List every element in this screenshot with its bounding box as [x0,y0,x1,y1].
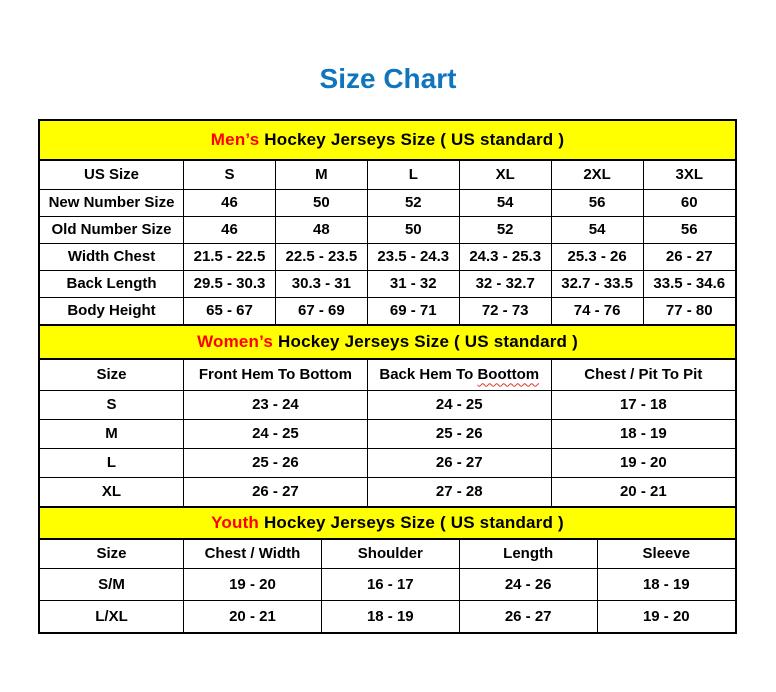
size-value: 18 - 19 [321,600,459,632]
size-value: 46 [184,216,276,243]
column-header [367,360,551,390]
size-value: 54 [459,189,551,216]
size-value: 23 - 24 [184,390,368,419]
table-row [40,243,735,270]
size-value: 32.7 - 33.5 [551,270,643,297]
column-header: S [184,161,276,189]
size-value: 46 [184,189,276,216]
row-label: XL [40,477,184,506]
table-row [40,189,735,216]
size-value: 67 - 69 [275,297,367,324]
column-header: L [367,161,459,189]
size-value: 18 - 19 [597,568,735,600]
size-value: 17 - 18 [551,390,735,419]
womens-heading-red-word: Women’s [197,332,274,351]
size-value: 52 [459,216,551,243]
size-value: 25 - 26 [367,419,551,448]
womens-heading-rest: Hockey Jerseys Size ( US standard ) [273,332,578,351]
row-label: Body Height [40,297,184,324]
mens-header-row [40,161,735,189]
row-label: M [40,419,184,448]
size-value: 24.3 - 25.3 [459,243,551,270]
column-header: 2XL [551,161,643,189]
womens-header-row [40,360,735,390]
size-value: 56 [551,189,643,216]
table-row [40,270,735,297]
mens-heading-rest: Hockey Jerseys Size ( US standard ) [259,130,565,149]
mens-size-table [40,161,735,324]
size-value: 33.5 - 34.6 [643,270,735,297]
column-header: US Size [40,161,184,189]
table-row [40,568,735,600]
mens-heading-red-word: Men’s [210,130,260,149]
womens-section-heading [40,324,735,360]
column-header: 3XL [643,161,735,189]
table-row [40,448,735,477]
size-value: 19 - 20 [597,600,735,632]
misspelled-word: Boottom [477,366,540,384]
size-value: 65 - 67 [184,297,276,324]
column-header: Size [40,540,184,568]
column-header: XL [459,161,551,189]
size-value: 72 - 73 [459,297,551,324]
size-value: 32 - 32.7 [459,270,551,297]
size-value: 27 - 28 [367,477,551,506]
table-row [40,390,735,419]
page-title: Size Chart [319,63,457,94]
row-label: L/XL [40,600,184,632]
size-value: 60 [643,189,735,216]
size-value: 24 - 25 [184,419,368,448]
size-value: 19 - 20 [184,568,322,600]
youth-section-heading [40,506,735,540]
size-value: 69 - 71 [367,297,459,324]
column-header: Sleeve [597,540,735,568]
row-label: S [40,390,184,419]
size-value: 26 - 27 [367,448,551,477]
size-value: 52 [367,189,459,216]
table-row [40,216,735,243]
size-value: 21.5 - 22.5 [184,243,276,270]
size-value: 26 - 27 [643,243,735,270]
size-value: 22.5 - 23.5 [275,243,367,270]
size-chart-tables [38,119,737,634]
mens-section-heading [40,121,735,161]
column-header: Length [459,540,597,568]
column-header: Front Hem To Bottom [184,360,368,390]
size-value: 26 - 27 [459,600,597,632]
column-header: Chest / Pit To Pit [551,360,735,390]
size-value: 74 - 76 [551,297,643,324]
column-header: Shoulder [321,540,459,568]
row-label: S/M [40,568,184,600]
size-value: 25.3 - 26 [551,243,643,270]
size-value: 16 - 17 [321,568,459,600]
size-value: 24 - 26 [459,568,597,600]
size-value: 31 - 32 [367,270,459,297]
size-value: 54 [551,216,643,243]
size-value: 18 - 19 [551,419,735,448]
youth-header-row [40,540,735,568]
youth-size-table [40,540,735,632]
size-value: 24 - 25 [367,390,551,419]
row-label: Width Chest [40,243,184,270]
size-value: 25 - 26 [184,448,368,477]
row-label: Back Length [40,270,184,297]
size-value: 26 - 27 [184,477,368,506]
youth-heading-red-word: Youth [211,513,260,532]
size-value: 29.5 - 30.3 [184,270,276,297]
row-label: Old Number Size [40,216,184,243]
table-row [40,297,735,324]
womens-size-table [40,360,735,506]
size-value: 20 - 21 [184,600,322,632]
row-label: L [40,448,184,477]
table-row [40,477,735,506]
row-label: New Number Size [40,189,184,216]
youth-heading-rest: Hockey Jerseys Size ( US standard ) [259,513,564,532]
column-header: M [275,161,367,189]
size-value: 56 [643,216,735,243]
column-header: Chest / Width [184,540,322,568]
size-value: 23.5 - 24.3 [367,243,459,270]
size-value: 48 [275,216,367,243]
size-value: 19 - 20 [551,448,735,477]
size-value: 50 [275,189,367,216]
column-header-text: Back Hem To [379,366,478,384]
size-value: 77 - 80 [643,297,735,324]
column-header: Size [40,360,184,390]
size-value: 20 - 21 [551,477,735,506]
table-row [40,600,735,632]
size-value: 50 [367,216,459,243]
table-row [40,419,735,448]
size-value: 30.3 - 31 [275,270,367,297]
